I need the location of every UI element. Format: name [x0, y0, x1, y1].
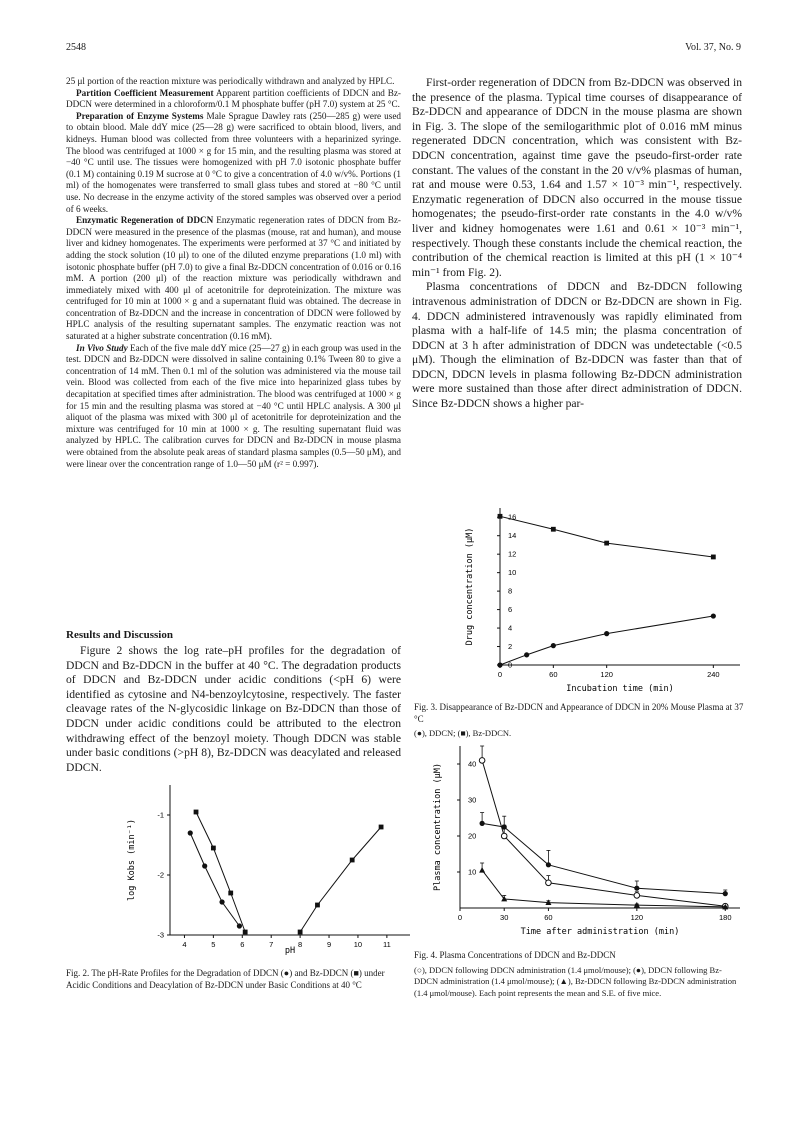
fig4-caption: [414, 950, 744, 999]
fig2-x-tick-label: 7: [269, 940, 274, 949]
fig3-data-point: [604, 541, 609, 546]
fig2-y-tick-label: -3: [157, 930, 164, 940]
fig4-y-tick-label: 20: [468, 831, 477, 841]
fig3-data-point: [711, 555, 716, 560]
fig2-data-point: [350, 858, 355, 863]
fig4-data-point: [502, 824, 507, 829]
fig3-data-point: [524, 652, 529, 657]
fig2-data-point: [219, 899, 224, 904]
section-body-invivo: Each of the five male ddY mice (25—27 g) in each group was used in the test. DDCN and Bz-DDCN were dissolved in saline containing 0.1% Tween 80 to give a concentration of 14 mM. Then 0.1 ml of the solution was administered via the mouse tail vein. Blood was collected from each of the five mice into heparinized glass tubes by decapitation at specified times after administration. The blood was centrifuged at 1000 × g for 15 min and the resulting plasma was stored at −40 °C until HPLC analysis. A 300 μl aliquot of the plasma was mixed with 300 μl of acetonitrile for deproteinization and the mixture was centrifuged for 10 min at 1000 × g. The resulting supernatant fluid was analyzed by HPLC. The calibration curves for DDCN and Bz-DDCN in mouse plasma were obtained from the absolute peak areas of standard plasma samples (0.5—50 μM), and were linear over the concentration range of 1.0—50 μM (r² = 0.997).: [66, 342, 401, 469]
fig3-data-point: [551, 527, 556, 532]
section-body-partition: Apparent partition coefficients of DDCN and Bz-DDCN were determined in a chloroform/0.1 M phosphate buffer (pH 7.0) system at 25 °C.: [66, 87, 401, 110]
fig4-x-tick-label: 0: [457, 913, 463, 922]
fig2-data-point: [315, 903, 320, 908]
fig2-x-axis-label: pH: [284, 946, 296, 955]
fig2-data-point: [298, 930, 303, 935]
results-heading: Results and Discussion: [66, 629, 173, 641]
fig2-data-point: [211, 846, 216, 851]
fig3-x-tick-label: 120: [600, 670, 613, 679]
fig4-data-point: [546, 880, 552, 886]
fig4-x-tick-label: 30: [500, 913, 509, 922]
fig4-data-point: [501, 833, 507, 839]
fig2-x-tick-label: 5: [211, 940, 216, 949]
fig4-y-axis-label: Plasma concentration (μM): [433, 763, 443, 891]
fig3-x-axis-label: Incubation time (min): [566, 684, 674, 694]
page-number: 2548: [66, 42, 86, 53]
fig4-x-tick-label: 180: [719, 913, 732, 922]
section-body-regeneration: Enzymatic regeneration rates of DDCN from Bz-DDCN were measured in the presence of the plasmas (mouse, rat and human), and mouse liver and kidney homogenates. The experiments were performed at 37 °C and initiated by adding the stock solution (10 μl) to one of the diluted enzyme preparations (1.0 ml) with isotonic phosphate buffer (pH 7.0) to give a final Bz-DDCN concentration of 0.016 or 0.16 mM. A portion (200 μl) of the reaction mixture was periodically withdrawn and immediately mixed with 400 μl of acetonitrile for deproteinization. The mixture was centrifuged for 10 min at 1000 × g and a supernatant fluid was obtained. The decrease in concentration of Bz-DDCN and the increase in concentration of DDCN were followed by HPLC analysis of the resulting supernatant samples. The enzymatic reaction was not saturated at a higher substrate concentration (0.16 mM).: [66, 215, 401, 342]
fig2-data-point: [228, 891, 233, 896]
fig3-chart: [460, 500, 750, 700]
fig4-x-axis-label: Time after administration (min): [520, 927, 680, 937]
fig4-x-tick-label: 60: [544, 913, 553, 922]
fig2-series-line: [300, 827, 381, 932]
fig4-data-point: [479, 758, 485, 764]
fig4-caption-title: Fig. 4. Plasma Concentrations of DDCN and Bz-DDCN: [414, 950, 616, 960]
fig2-series-line: [196, 812, 245, 932]
fig3-y-axis-label: Drug concentration (μM): [465, 527, 475, 646]
fig2-y-tick-label: -1: [157, 810, 164, 820]
fig4-y-tick-label: 40: [468, 759, 477, 769]
fig3-data-point: [711, 613, 716, 618]
fig2-data-point: [243, 930, 248, 935]
fig2-chart: [120, 775, 420, 955]
fig3-caption-title: Fig. 3. Disappearance of Bz-DDCN and Appearance of DDCN in 20% Mouse Plasma at 37 °C: [414, 702, 744, 724]
fig3-series-line: [500, 616, 713, 665]
methods-paragraph-hplc: 25 μl portion of the reaction mixture was periodically withdrawn and analyzed by HPLC.: [66, 76, 395, 86]
fig3-y-tick-label: 2: [508, 642, 513, 652]
section-body-enzyme: Male Sprague Dawley rats (250—285 g) were used to obtain blood. Male ddY mice (25—28 g) were sacrificed to obtain blood, livers, and kidneys. Human blood was collected from three volunteers with a heparinized syringe. The blood was centrifuged at 1000 × g for 15 min, and the resulting plasma was stored at −40 °C until use. The tissues were homogenized with pH 7.0 isotonic phosphate buffer (0.1 M) containing 0.19 M sucrose at 0 °C to give a concentration of 4.0 w/v%. Portions (1 ml) of the homogenates were transferred to small glass tubes and stored at −80 °C until use. No decrease in the enzyme activity of the stored samples was observed over a period of 6 weeks.: [66, 110, 401, 214]
fig2-x-tick-label: 4: [182, 940, 187, 949]
fig3-data-point: [604, 631, 609, 636]
methods-paragraph-partition: [66, 88, 401, 111]
section-head-enzyme: Preparation of Enzyme Systems: [76, 110, 204, 121]
fig2-x-tick-label: 10: [353, 940, 363, 949]
section-head-partition: Partition Coefficient Measurement: [76, 87, 214, 98]
fig4-data-point: [480, 821, 485, 826]
methods-paragraph-regeneration: [66, 215, 401, 343]
methods-column: [66, 76, 401, 470]
fig3-data-point: [498, 514, 503, 519]
fig3-x-tick-label: 0: [497, 670, 503, 679]
volume-label: Vol. 37, No. 9: [685, 42, 741, 53]
fig4-series-line: [482, 760, 725, 906]
results-paragraph: Figure 2 shows the log rate–pH profiles for the degradation of DDCN and Bz-DDCN in the buffer at 40 °C. The degradation products of DDCN and Bz-DDCN under acidic conditions (<pH 6) were identified as cytosine and N4-benzoylcytosine, respectively. The faster cleavage rates of the N-glycosidic linkage on Bz-DDCN than those of DDCN under acidic conditions could be attributed to the electron withdrawing effect of the benzoyl moiety. Though DDCN was stable under basic conditions (>pH 8), Bz-DDCN was deacylated and released DDCN.: [66, 644, 401, 774]
results-column: [66, 644, 401, 775]
fig3-caption-legend: (●), DDCN; (■), Bz-DDCN.: [414, 728, 512, 738]
fig3-series-line: [500, 516, 713, 557]
methods-paragraph-invivo: [66, 343, 401, 471]
fig3-data-point: [497, 662, 502, 667]
fig3-y-tick-label: 10: [508, 568, 517, 578]
fig4-data-point: [479, 867, 485, 873]
fig4-x-tick-label: 120: [630, 913, 644, 922]
fig2-y-tick-label: -2: [157, 870, 164, 880]
fig2-y-axis-label: log Kobs (min⁻¹): [127, 819, 137, 901]
fig3-y-tick-label: 8: [508, 586, 513, 596]
section-head-regeneration: Enzymatic Regeneration of DDCN: [76, 215, 214, 226]
fig4-data-point: [546, 862, 551, 867]
fig4-data-point: [634, 886, 639, 891]
fig2-x-tick-label: 11: [382, 940, 391, 949]
fig4-data-point: [634, 893, 640, 899]
fig2-x-tick-label: 8: [298, 940, 303, 949]
fig2-data-point: [379, 825, 384, 830]
methods-paragraph-enzyme: [66, 111, 401, 215]
fig2-x-tick-label: 6: [240, 940, 245, 949]
fig4-series-line: [482, 823, 725, 893]
fig2-data-point: [202, 863, 207, 868]
fig3-y-tick-label: 16: [508, 512, 517, 522]
fig4-chart: [430, 738, 750, 948]
fig3-x-tick-label: 240: [707, 670, 720, 679]
fig3-y-tick-label: 0: [508, 660, 513, 670]
right-paragraph-2: Plasma concentrations of DDCN and Bz-DDCN following intravenous administration of DDCN or Bz-DDCN are shown in Fig. 4. DDCN administered intravenously was rapidly eliminated from plasma with a half-life of 14.5 min; the plasma concentration of DDCN at 3 h after administration of DDCN was undetectable (<0.5 μM). Though the elimination of Bz-DDCN was faster than that of DDCN, DDCN levels in plasma following Bz-DDCN administration were more sustained than those after direct administration of DDCN. Since Bz-DDCN shows a higher par-: [412, 280, 742, 411]
right-text-column: [412, 76, 742, 412]
fig4-data-point: [723, 891, 728, 896]
fig4-y-tick-label: 10: [468, 867, 477, 877]
fig2-x-tick-label: 9: [326, 940, 332, 949]
right-paragraph-1: First-order regeneration of DDCN from Bz-DDCN was observed in the presence of the plasma. Typical time courses of disappearance of Bz-DDCN and appearance of DDCN in the mouse plasma are shown in Fig. 3. The slope of the semilogarithmic plot of 0.016 mM minus regenerated DDCN concentration, which was consistent with Bz-DDCN concentration, against time gave the pseudo-first-order rate constant. The values of the constant in the 20 v/v% plasmas of human, rat and mouse were 0.53, 1.64 and 1.57 × 10⁻³ min⁻¹, respectively. Enzymatic regeneration of DDCN also occurred in the mouse tissue homogenates; the pseudo-first-order rate constants in the 4.0 w/v% liver and kidney homogenates were 1.61 and 0.61 × 10⁻³ min⁻¹, respectively. Though these constants include the chemical reaction, the contribution of the chemical reaction is limited at this pH (1 × 10⁻⁴ min⁻¹ from Fig. 2).: [412, 76, 742, 279]
fig4-caption-legend: (○), DDCN following DDCN administration (1.4 μmol/mouse); (●), DDCN following Bz-DDCN administration (1.4 μmol/mouse); (▲), Bz-DDCN following Bz-DDCN administration (1.4 μmol/mouse). Each point represents the mean and S.E. of five mice.: [414, 964, 737, 998]
fig3-y-tick-label: 4: [508, 623, 513, 633]
fig2-caption: Fig. 2. The pH-Rate Profiles for the Degradation of DDCN (●) and Bz-DDCN (■) under Acidic Conditions and Deacylation of Bz-DDCN under Basic Conditions at 40 °C: [66, 968, 385, 990]
fig3-y-tick-label: 6: [508, 605, 513, 615]
fig2-data-point: [237, 923, 242, 928]
section-head-invivo: In Vivo Study: [76, 342, 128, 353]
fig3-y-tick-label: 12: [508, 549, 517, 559]
fig2-data-point: [194, 810, 199, 815]
fig4-y-tick-label: 30: [468, 795, 477, 805]
fig2-data-point: [188, 830, 193, 835]
fig3-caption: [414, 702, 744, 740]
fig3-data-point: [551, 643, 556, 648]
fig3-x-tick-label: 60: [549, 670, 558, 679]
fig3-y-tick-label: 14: [508, 531, 517, 541]
